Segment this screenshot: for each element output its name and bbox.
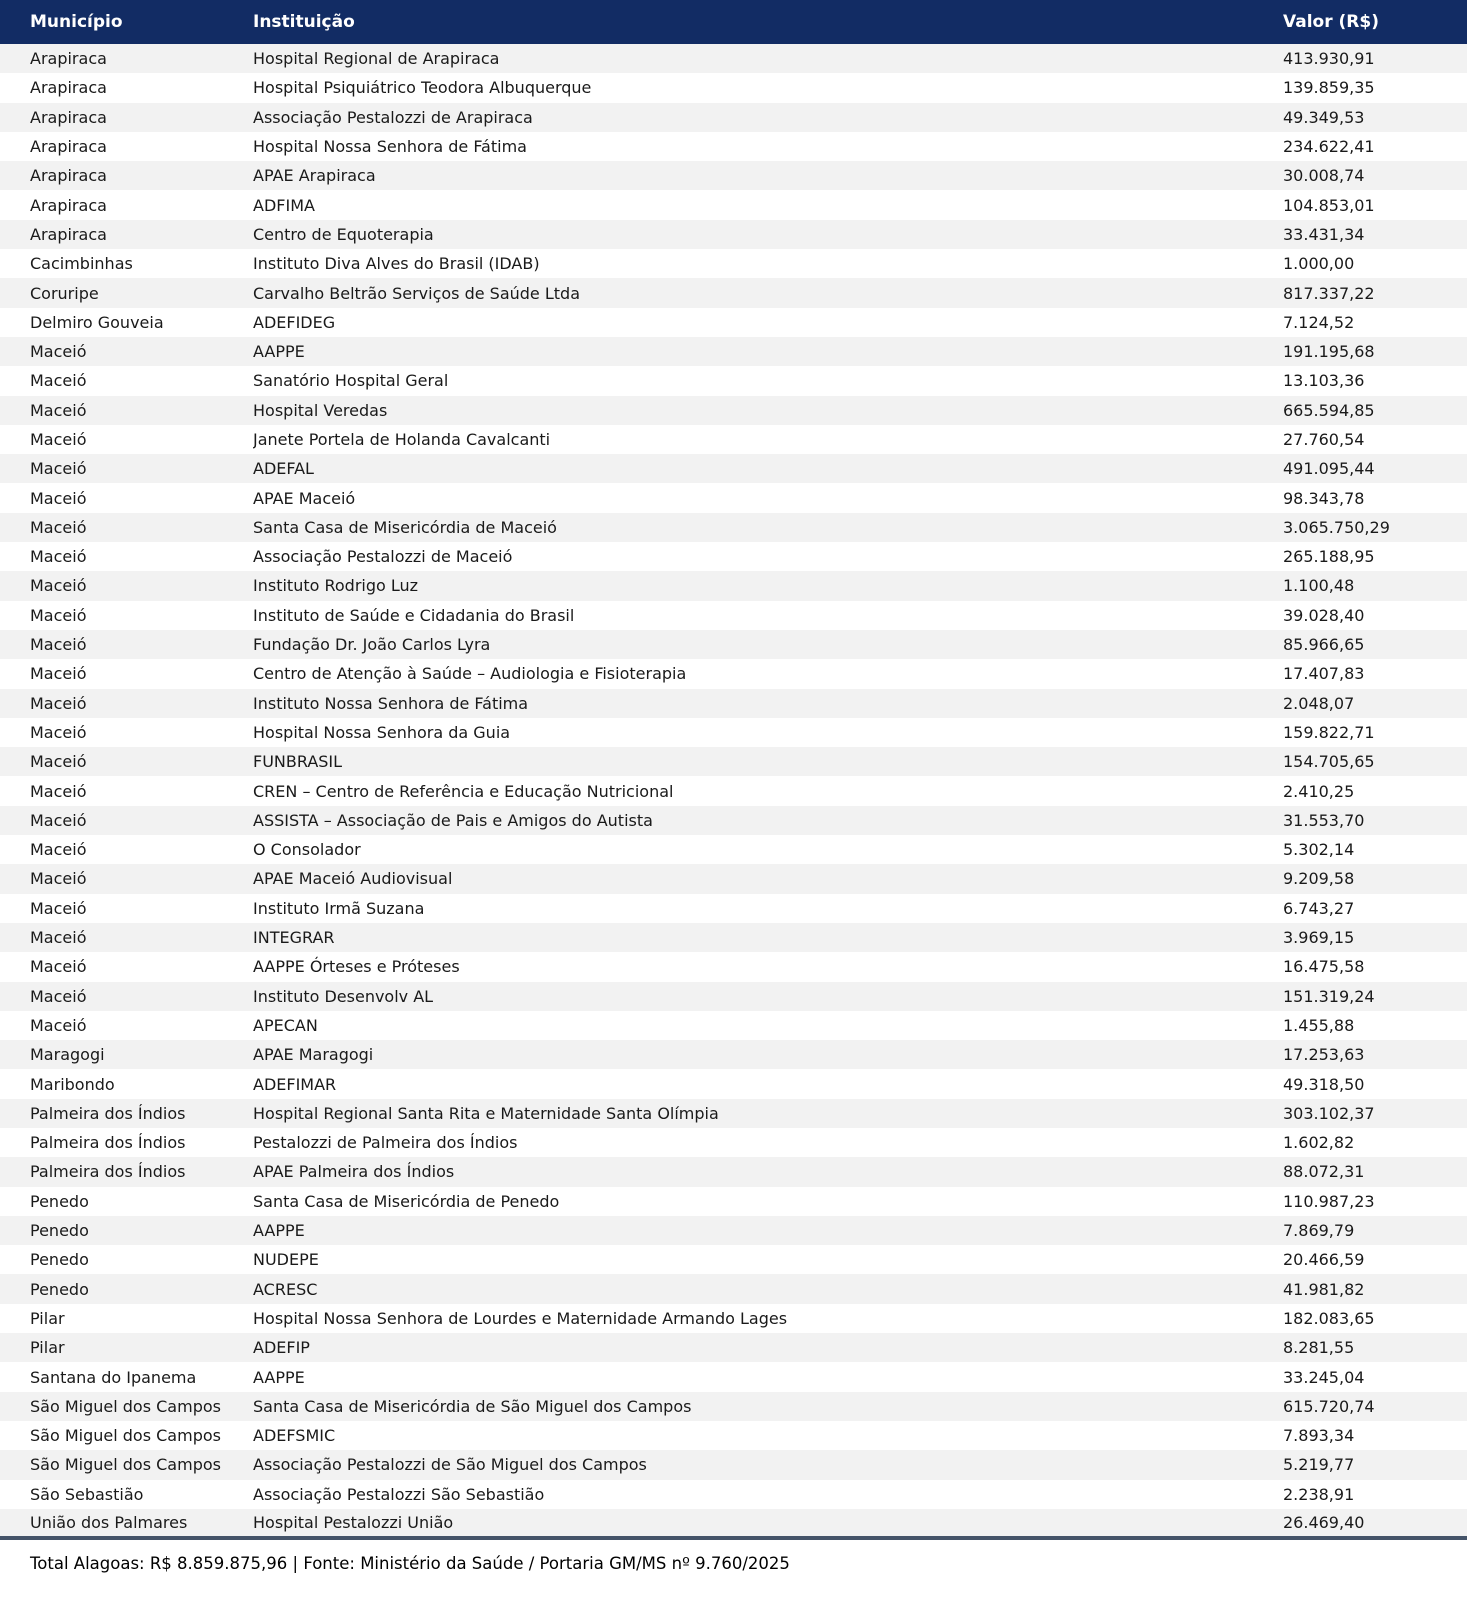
table-row	[0, 1304, 1467, 1333]
cell-instituicao: AAPPE	[253, 1367, 305, 1387]
cell-valor: 33.245,04	[1283, 1367, 1365, 1387]
cell-instituicao: Hospital Regional Santa Rita e Maternidade Santa Olímpia	[253, 1103, 719, 1123]
table-row	[0, 806, 1467, 835]
cell-instituicao: Hospital Nossa Senhora de Fátima	[253, 137, 527, 157]
cell-valor: 234.622,41	[1283, 137, 1375, 157]
table-row	[0, 190, 1467, 219]
cell-valor: 9.209,58	[1283, 869, 1355, 889]
cell-municipio: Arapiraca	[30, 78, 107, 98]
cell-instituicao: APAE Arapiraca	[253, 166, 376, 186]
cell-valor: 154.705,65	[1283, 752, 1375, 772]
cell-municipio: Maceió	[30, 752, 87, 772]
table-row	[0, 220, 1467, 249]
cell-valor: 7.893,34	[1283, 1426, 1355, 1446]
cell-instituicao: ADEFAL	[253, 459, 314, 479]
cell-instituicao: Centro de Equoterapia	[253, 224, 434, 244]
table-row	[0, 1333, 1467, 1362]
cell-valor: 98.343,78	[1283, 488, 1365, 508]
cell-municipio: Maceió	[30, 430, 87, 449]
cell-valor: 615.720,74	[1283, 1396, 1375, 1416]
cell-instituicao: ADFIMA	[253, 195, 315, 215]
cell-municipio: Maceió	[30, 781, 87, 801]
cell-municipio: Pilar	[30, 1338, 65, 1358]
cell-instituicao: Associação Pestalozzi de Maceió	[253, 547, 513, 567]
table-row	[0, 1509, 1467, 1538]
cell-municipio: Maceió	[30, 810, 87, 830]
cell-instituicao: Instituto Irmã Suzana	[253, 898, 425, 918]
cell-valor: 265.188,95	[1283, 547, 1375, 567]
cell-municipio: Maribondo	[30, 1074, 115, 1094]
table-row	[0, 1128, 1467, 1157]
cell-municipio: Maceió	[30, 957, 87, 977]
cell-municipio: Maceió	[30, 605, 87, 625]
table-row	[0, 718, 1467, 747]
cell-instituicao: Instituto Nossa Senhora de Fátima	[253, 693, 529, 713]
cell-municipio: Arapiraca	[30, 49, 107, 69]
table-row	[0, 1011, 1467, 1040]
cell-municipio: Cacimbinhas	[30, 254, 133, 274]
table-row	[0, 1187, 1467, 1216]
cell-instituicao: INTEGRAR	[253, 928, 335, 948]
cell-instituicao: Hospital Nossa Senhora da Guia	[253, 722, 511, 742]
cell-instituicao: ADEFIP	[253, 1338, 310, 1358]
cell-valor: 110.987,23	[1283, 1191, 1375, 1211]
table-header	[0, 0, 1467, 44]
table-row	[0, 278, 1467, 307]
cell-instituicao: NUDEPE	[253, 1250, 319, 1270]
table-row	[0, 923, 1467, 952]
cell-municipio: Maceió	[30, 576, 87, 596]
cell-municipio: Maceió	[30, 898, 87, 918]
cell-instituicao: Associação Pestalozzi de São Miguel dos Campos	[253, 1455, 647, 1475]
table-row	[0, 776, 1467, 805]
cell-valor: 5.302,14	[1283, 840, 1355, 860]
cell-municipio: Maceió	[30, 693, 87, 713]
cell-municipio: Maceió	[30, 400, 87, 420]
cell-instituicao: AAPPE	[253, 342, 305, 362]
cell-valor: 49.318,50	[1283, 1074, 1365, 1094]
table-row	[0, 1069, 1467, 1098]
cell-instituicao: Instituto de Saúde e Cidadania do Brasil	[253, 605, 575, 625]
cell-valor: 31.553,70	[1283, 810, 1365, 830]
cell-municipio: Maceió	[30, 342, 87, 362]
table-row	[0, 630, 1467, 659]
table-row	[0, 1274, 1467, 1303]
table-row	[0, 659, 1467, 688]
cell-municipio: Palmeira dos Índios	[30, 1162, 186, 1182]
cell-valor: 16.475,58	[1283, 957, 1365, 977]
cell-municipio: São Miguel dos Campos	[30, 1396, 221, 1416]
cell-valor: 85.966,65	[1283, 635, 1365, 655]
header-row	[0, 0, 1467, 44]
cell-valor: 8.281,55	[1283, 1338, 1355, 1358]
cell-municipio: Penedo	[30, 1221, 89, 1241]
table-row	[0, 864, 1467, 893]
cell-municipio: São Miguel dos Campos	[30, 1426, 221, 1446]
cell-municipio: Penedo	[30, 1279, 89, 1299]
cell-municipio: Penedo	[30, 1250, 89, 1270]
table-row	[0, 161, 1467, 190]
cell-instituicao: AAPPE	[253, 1221, 305, 1241]
cell-municipio: Santana do Ipanema	[30, 1367, 197, 1387]
cell-valor: 3.969,15	[1283, 928, 1355, 948]
cell-municipio: Arapiraca	[30, 166, 107, 186]
cell-municipio: Maceió	[30, 869, 87, 889]
cell-valor: 159.822,71	[1283, 722, 1375, 742]
cell-valor: 1.602,82	[1283, 1133, 1355, 1153]
cell-valor: 6.743,27	[1283, 898, 1355, 918]
cell-valor: 88.072,31	[1283, 1162, 1365, 1182]
table-row	[0, 1216, 1467, 1245]
cell-municipio: Coruripe	[30, 283, 99, 303]
cell-valor: 17.407,83	[1283, 664, 1365, 684]
table-row	[0, 894, 1467, 923]
cell-valor: 17.253,63	[1283, 1045, 1365, 1065]
cell-municipio: Maceió	[30, 840, 87, 860]
cell-valor: 191.195,68	[1283, 342, 1375, 362]
cell-valor: 1.000,00	[1283, 254, 1355, 274]
table-row	[0, 1040, 1467, 1069]
cell-instituicao: Janete Portela de Holanda Cavalcanti	[253, 430, 551, 449]
cell-instituicao: ACRESC	[253, 1279, 318, 1299]
cell-valor: 3.065.750,29	[1283, 517, 1390, 537]
table-row	[0, 571, 1467, 600]
table-row	[0, 454, 1467, 483]
cell-instituicao: Hospital Psiquiátrico Teodora Albuquerque	[253, 78, 592, 98]
cell-municipio: Maceió	[30, 517, 87, 537]
cell-municipio: São Sebastião	[30, 1484, 144, 1504]
table-row	[0, 73, 1467, 102]
cell-valor: 1.455,88	[1283, 1015, 1355, 1035]
cell-municipio: União dos Palmares	[30, 1512, 188, 1532]
column-header-instituicao: Instituição	[253, 0, 1283, 44]
table-row	[0, 1362, 1467, 1391]
table-row	[0, 982, 1467, 1011]
cell-municipio: Maceió	[30, 547, 87, 567]
table-body	[0, 44, 1467, 1538]
cell-municipio: Arapiraca	[30, 137, 107, 157]
column-header-valor: Valor (R$)	[1283, 0, 1467, 44]
cell-municipio: Delmiro Gouveia	[30, 312, 164, 332]
cell-valor: 817.337,22	[1283, 283, 1375, 303]
cell-instituicao: Centro de Atenção à Saúde – Audiologia e Fisioterapia	[253, 664, 687, 684]
table-row	[0, 1480, 1467, 1509]
cell-valor: 151.319,24	[1283, 986, 1375, 1006]
cell-municipio: Maceió	[30, 928, 87, 948]
cell-municipio: Arapiraca	[30, 195, 107, 215]
cell-valor: 2.048,07	[1283, 693, 1355, 713]
cell-valor: 665.594,85	[1283, 400, 1375, 420]
cell-municipio: Pilar	[30, 1308, 65, 1328]
cell-instituicao: AAPPE Órteses e Próteses	[253, 957, 460, 977]
cell-instituicao: Santa Casa de Misericórdia de Maceió	[253, 517, 557, 537]
cell-valor: 26.469,40	[1283, 1512, 1365, 1532]
cell-municipio: Maceió	[30, 371, 87, 391]
cell-valor: 1.100,48	[1283, 576, 1355, 596]
cell-valor: 27.760,54	[1283, 430, 1365, 449]
cell-valor: 2.238,91	[1283, 1484, 1355, 1504]
table-row	[0, 1157, 1467, 1186]
cell-instituicao: Instituto Desenvolv AL	[253, 986, 434, 1006]
cell-valor: 30.008,74	[1283, 166, 1365, 186]
cell-valor: 7.869,79	[1283, 1221, 1355, 1241]
cell-instituicao: Carvalho Beltrão Serviços de Saúde Ltda	[253, 283, 581, 303]
cell-valor: 182.083,65	[1283, 1308, 1375, 1328]
table-row	[0, 44, 1467, 73]
cell-valor: 7.124,52	[1283, 312, 1355, 332]
cell-municipio: Palmeira dos Índios	[30, 1103, 186, 1123]
cell-instituicao: Hospital Pestalozzi União	[253, 1512, 454, 1532]
table-row	[0, 1245, 1467, 1274]
table-row	[0, 1421, 1467, 1450]
cell-instituicao: ADEFSMIC	[253, 1426, 336, 1446]
cell-municipio: Penedo	[30, 1191, 89, 1211]
cell-instituicao: APAE Maceió	[253, 488, 356, 508]
cell-valor: 33.431,34	[1283, 224, 1365, 244]
cell-instituicao: Instituto Rodrigo Luz	[253, 576, 419, 596]
cell-valor: 139.859,35	[1283, 78, 1375, 98]
table-row	[0, 747, 1467, 776]
table-row	[0, 425, 1467, 454]
cell-instituicao: APECAN	[253, 1015, 318, 1035]
cell-municipio: Maceió	[30, 459, 87, 479]
table-row	[0, 1392, 1467, 1421]
cell-instituicao: Pestalozzi de Palmeira dos Índios	[253, 1133, 518, 1153]
cell-valor: 41.981,82	[1283, 1279, 1365, 1299]
cell-instituicao: APAE Palmeira dos Índios	[253, 1162, 455, 1182]
table-row	[0, 952, 1467, 981]
cell-instituicao: Hospital Nossa Senhora de Lourdes e Maternidade Armando Lages	[253, 1308, 788, 1328]
cell-instituicao: Associação Pestalozzi São Sebastião	[253, 1484, 545, 1504]
cell-instituicao: Fundação Dr. João Carlos Lyra	[253, 635, 491, 655]
table-row	[0, 308, 1467, 337]
cell-valor: 49.349,53	[1283, 107, 1365, 127]
table-row	[0, 542, 1467, 571]
cell-instituicao: Santa Casa de Misericórdia de São Miguel dos Campos	[253, 1396, 692, 1416]
table-row	[0, 337, 1467, 366]
cell-valor: 20.466,59	[1283, 1250, 1365, 1270]
total-and-source-note: Total Alagoas: R$ 8.859.875,96 | Fonte: Ministério da Saúde / Portaria GM/MS nº 9.760/2025	[30, 1554, 790, 1574]
cell-instituicao: FUNBRASIL	[253, 752, 343, 772]
table-row	[0, 601, 1467, 630]
cell-municipio: São Miguel dos Campos	[30, 1455, 221, 1475]
cell-municipio: Palmeira dos Índios	[30, 1133, 186, 1153]
cell-municipio: Maceió	[30, 635, 87, 655]
cell-municipio: Arapiraca	[30, 107, 107, 127]
cell-instituicao: APAE Maceió Audiovisual	[253, 869, 453, 889]
cell-municipio: Maceió	[30, 722, 87, 742]
cell-municipio: Maragogi	[30, 1045, 105, 1065]
table-row	[0, 483, 1467, 512]
cell-instituicao: ADEFIMAR	[253, 1074, 337, 1094]
table-row	[0, 396, 1467, 425]
cell-municipio: Maceió	[30, 986, 87, 1006]
cell-valor: 5.219,77	[1283, 1455, 1355, 1475]
cell-instituicao: CREN – Centro de Referência e Educação Nutricional	[253, 781, 674, 801]
cell-municipio: Maceió	[30, 664, 87, 684]
cell-municipio: Arapiraca	[30, 224, 107, 244]
table-row	[0, 513, 1467, 542]
table-row	[0, 366, 1467, 395]
cell-instituicao: O Consolador	[253, 840, 361, 860]
cell-valor: 2.410,25	[1283, 781, 1355, 801]
cell-instituicao: Associação Pestalozzi de Arapiraca	[253, 107, 533, 127]
cell-valor: 491.095,44	[1283, 459, 1375, 479]
table-row	[0, 835, 1467, 864]
cell-valor: 39.028,40	[1283, 605, 1365, 625]
cell-instituicao: ADEFIDEG	[253, 312, 336, 332]
cell-municipio: Maceió	[30, 488, 87, 508]
cell-instituicao: ASSISTA – Associação de Pais e Amigos do Autista	[253, 810, 653, 830]
cell-valor: 13.103,36	[1283, 371, 1365, 391]
table-row	[0, 132, 1467, 161]
cell-instituicao: Hospital Veredas	[253, 400, 388, 420]
table-row	[0, 103, 1467, 132]
cell-instituicao: Instituto Diva Alves do Brasil (IDAB)	[253, 254, 540, 274]
table-row	[0, 249, 1467, 278]
table-row	[0, 689, 1467, 718]
cell-valor: 104.853,01	[1283, 195, 1375, 215]
cell-instituicao: Hospital Regional de Arapiraca	[253, 49, 500, 69]
table-row	[0, 1099, 1467, 1128]
cell-municipio: Maceió	[30, 1015, 87, 1035]
cell-instituicao: Sanatório Hospital Geral	[253, 371, 449, 391]
cell-instituicao: APAE Maragogi	[253, 1045, 374, 1065]
table-row	[0, 1450, 1467, 1479]
cell-instituicao: Santa Casa de Misericórdia de Penedo	[253, 1191, 560, 1211]
cell-valor: 413.930,91	[1283, 49, 1375, 69]
cell-valor: 303.102,37	[1283, 1103, 1375, 1123]
column-header-municipio: Município	[0, 0, 253, 44]
